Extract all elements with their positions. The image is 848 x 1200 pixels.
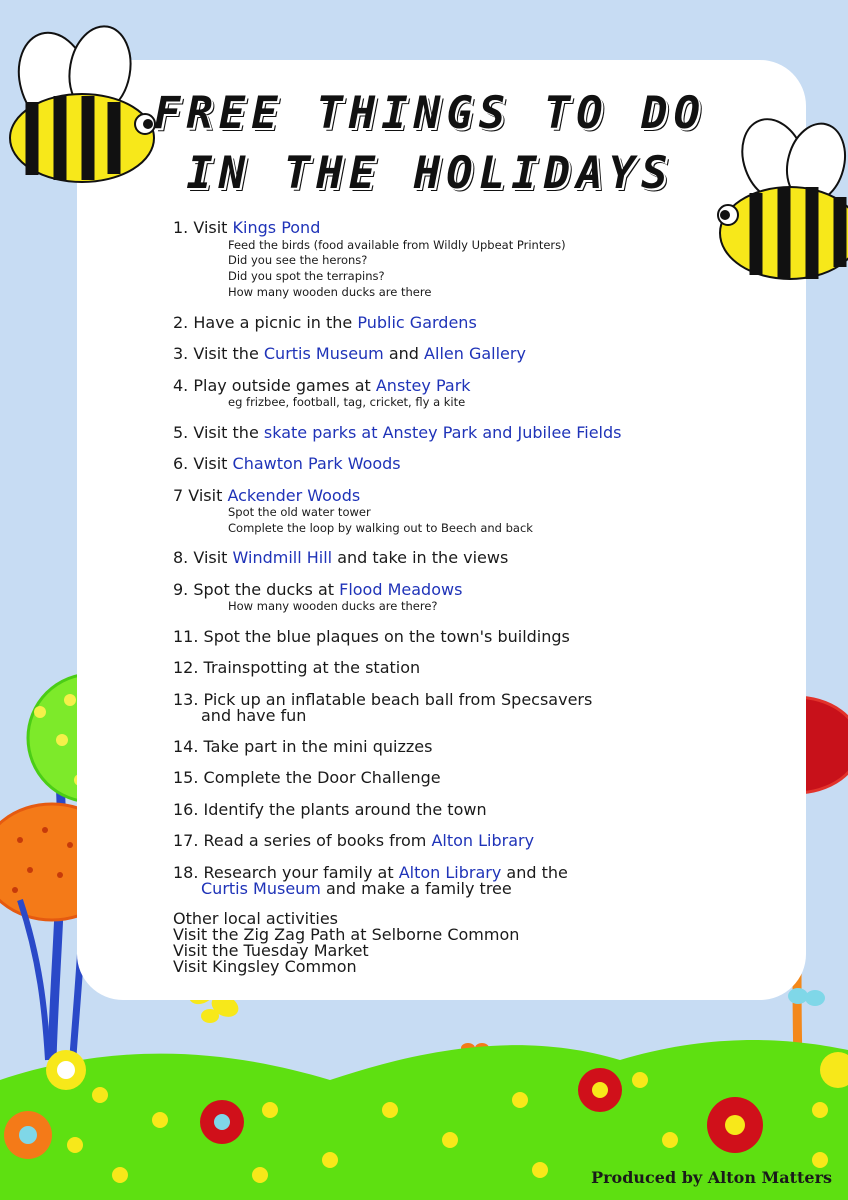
list-item-11: 11. Spot the blue plaques on the town's buildings [173, 627, 570, 646]
other-activities-heading: Other local activities [173, 909, 339, 928]
link-allen-gallery[interactable]: Allen Gallery [424, 344, 526, 363]
link-anstey-park[interactable]: Anstey Park [375, 376, 471, 395]
page-title-line-1: FREE THINGS TO DO [153, 88, 707, 139]
list-item-1: 1. Visit Kings Pond [173, 218, 321, 237]
link-chawton-park-woods[interactable]: Chawton Park Woods [232, 454, 401, 473]
list-item-15: 15. Complete the Door Challenge [173, 768, 441, 787]
link-public-gardens[interactable]: Public Gardens [357, 313, 477, 332]
other-activity: Visit Kingsley Common [173, 957, 357, 976]
list-item-13: 13. Pick up an inflatable beach ball from Specsavers [173, 690, 593, 709]
list-item-3: 3. Visit the Curtis Museum and Allen Gallery [173, 344, 526, 363]
sub-item: Did you spot the terrapins? [228, 269, 385, 283]
sub-item: How many wooden ducks are there [228, 285, 432, 299]
list-item-16: 16. Identify the plants around the town [173, 800, 487, 819]
sub-item: How many wooden ducks are there? [228, 599, 438, 613]
list-item-17: 17. Read a series of books from Alton Library [173, 831, 535, 850]
link-kings-pond[interactable]: Kings Pond [232, 218, 321, 237]
list-item-12: 12. Trainspotting at the station [173, 658, 421, 677]
link-flood-meadows[interactable]: Flood Meadows [339, 580, 463, 599]
list-item-4: 4. Play outside games at Anstey Park [173, 376, 471, 395]
list-item-18-continued: Curtis Museum and make a family tree [201, 879, 512, 898]
list-item-5: 5. Visit the skate parks at Anstey Park and Jubilee Fields [173, 423, 622, 442]
other-activity: Visit the Zig Zag Path at Selborne Common [173, 925, 520, 944]
list-item-9: 9. Spot the ducks at Flood Meadows [173, 580, 463, 599]
list-item-8: 8. Visit Windmill Hill and take in the views [173, 548, 509, 567]
page-title-line-2: IN THE HOLIDAYS [186, 148, 674, 199]
sub-item: Spot the old water tower [228, 505, 371, 519]
list-item-7: 7 Visit Ackender Woods [173, 486, 361, 505]
produced-by-credit: Produced by Alton Matters [591, 1168, 832, 1187]
link-skate-parks[interactable]: skate parks at Anstey Park and Jubilee Fields [263, 423, 622, 442]
sub-item: Complete the loop by walking out to Beech and back [228, 521, 533, 535]
link-alton-library[interactable]: Alton Library [398, 863, 502, 882]
list-item-2: 2. Have a picnic in the Public Gardens [173, 313, 477, 332]
link-ackender-woods[interactable]: Ackender Woods [227, 486, 361, 505]
bee-right-illustration [710, 115, 848, 290]
link-curtis-museum[interactable]: Curtis Museum [201, 879, 321, 898]
link-windmill-hill[interactable]: Windmill Hill [232, 548, 333, 567]
list-item-18: 18. Research your family at Alton Library and the [173, 863, 568, 882]
other-activity: Visit the Tuesday Market [173, 941, 369, 960]
sub-item: Did you see the herons? [228, 253, 368, 267]
list-item-14: 14. Take part in the mini quizzes [173, 737, 433, 756]
link-curtis-museum[interactable]: Curtis Museum [263, 344, 384, 363]
sub-item: Feed the birds (food available from Wildly Upbeat Printers) [228, 238, 566, 252]
list-item-13-continued: and have fun [201, 706, 307, 725]
sub-item: eg frizbee, football, tag, cricket, fly a kite [228, 395, 466, 409]
link-alton-library[interactable]: Alton Library [431, 831, 535, 850]
list-item-6: 6. Visit Chawton Park Woods [173, 454, 401, 473]
